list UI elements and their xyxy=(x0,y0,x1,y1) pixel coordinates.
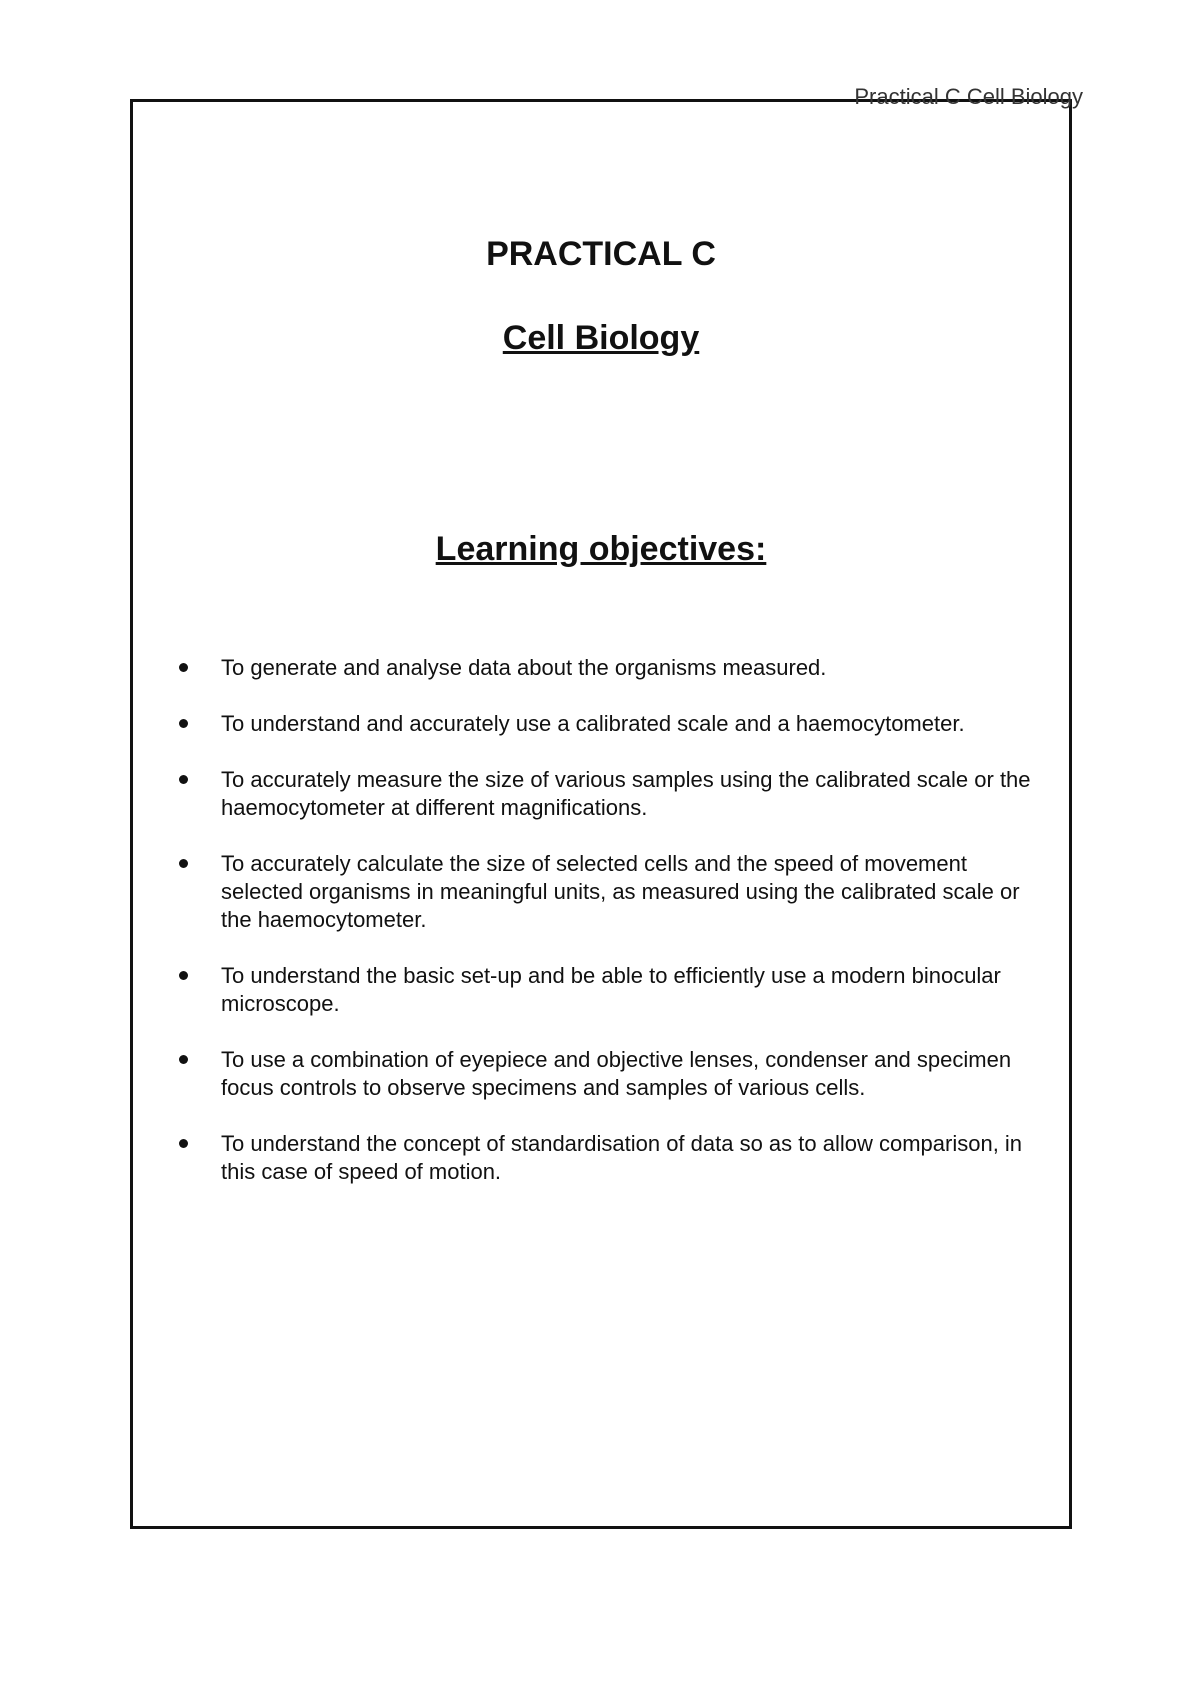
objective-item xyxy=(173,1130,1043,1186)
title-page-frame xyxy=(130,99,1072,1529)
bullet-icon xyxy=(179,971,188,980)
objective-item xyxy=(173,710,1043,738)
bullet-icon xyxy=(179,719,188,728)
bullet-icon xyxy=(179,663,188,672)
running-header: Practical C Cell Biology xyxy=(854,84,1083,109)
page-title: PRACTICAL C xyxy=(486,235,716,273)
objective-item xyxy=(173,850,1043,934)
bullet-icon xyxy=(179,859,188,868)
objective-text: To accurately calculate the size of selected cells and the speed of movement selected organisms in meaningful units, as measured using the calibrated scale or the haemocytometer. xyxy=(221,851,1020,932)
objective-text: To use a combination of eyepiece and objective lenses, condenser and specimen focus controls to observe specimens and samples of various cells. xyxy=(221,1047,1012,1100)
objective-text: To understand and accurately use a calibrated scale and a haemocytometer. xyxy=(221,711,965,736)
objective-item xyxy=(173,1046,1043,1102)
objective-text: To accurately measure the size of various samples using the calibrated scale or the haemocytometer at different magnifications. xyxy=(221,767,1031,820)
objective-item xyxy=(173,766,1043,822)
objective-text: To understand the basic set-up and be able to efficiently use a modern binocular microscope. xyxy=(221,963,1001,1016)
bullet-icon xyxy=(179,1139,188,1148)
objectives-heading: Learning objectives: xyxy=(435,530,767,568)
objectives-list xyxy=(173,654,1043,1214)
objective-item xyxy=(173,654,1043,682)
page-subtitle: Cell Biology xyxy=(502,319,700,357)
bullet-icon xyxy=(179,1055,188,1064)
objective-text: To generate and analyse data about the organisms measured. xyxy=(221,655,827,680)
bullet-icon xyxy=(179,775,188,784)
objective-item xyxy=(173,962,1043,1018)
objective-text: To understand the concept of standardisation of data so as to allow comparison, in this case of speed of motion. xyxy=(221,1131,1023,1184)
